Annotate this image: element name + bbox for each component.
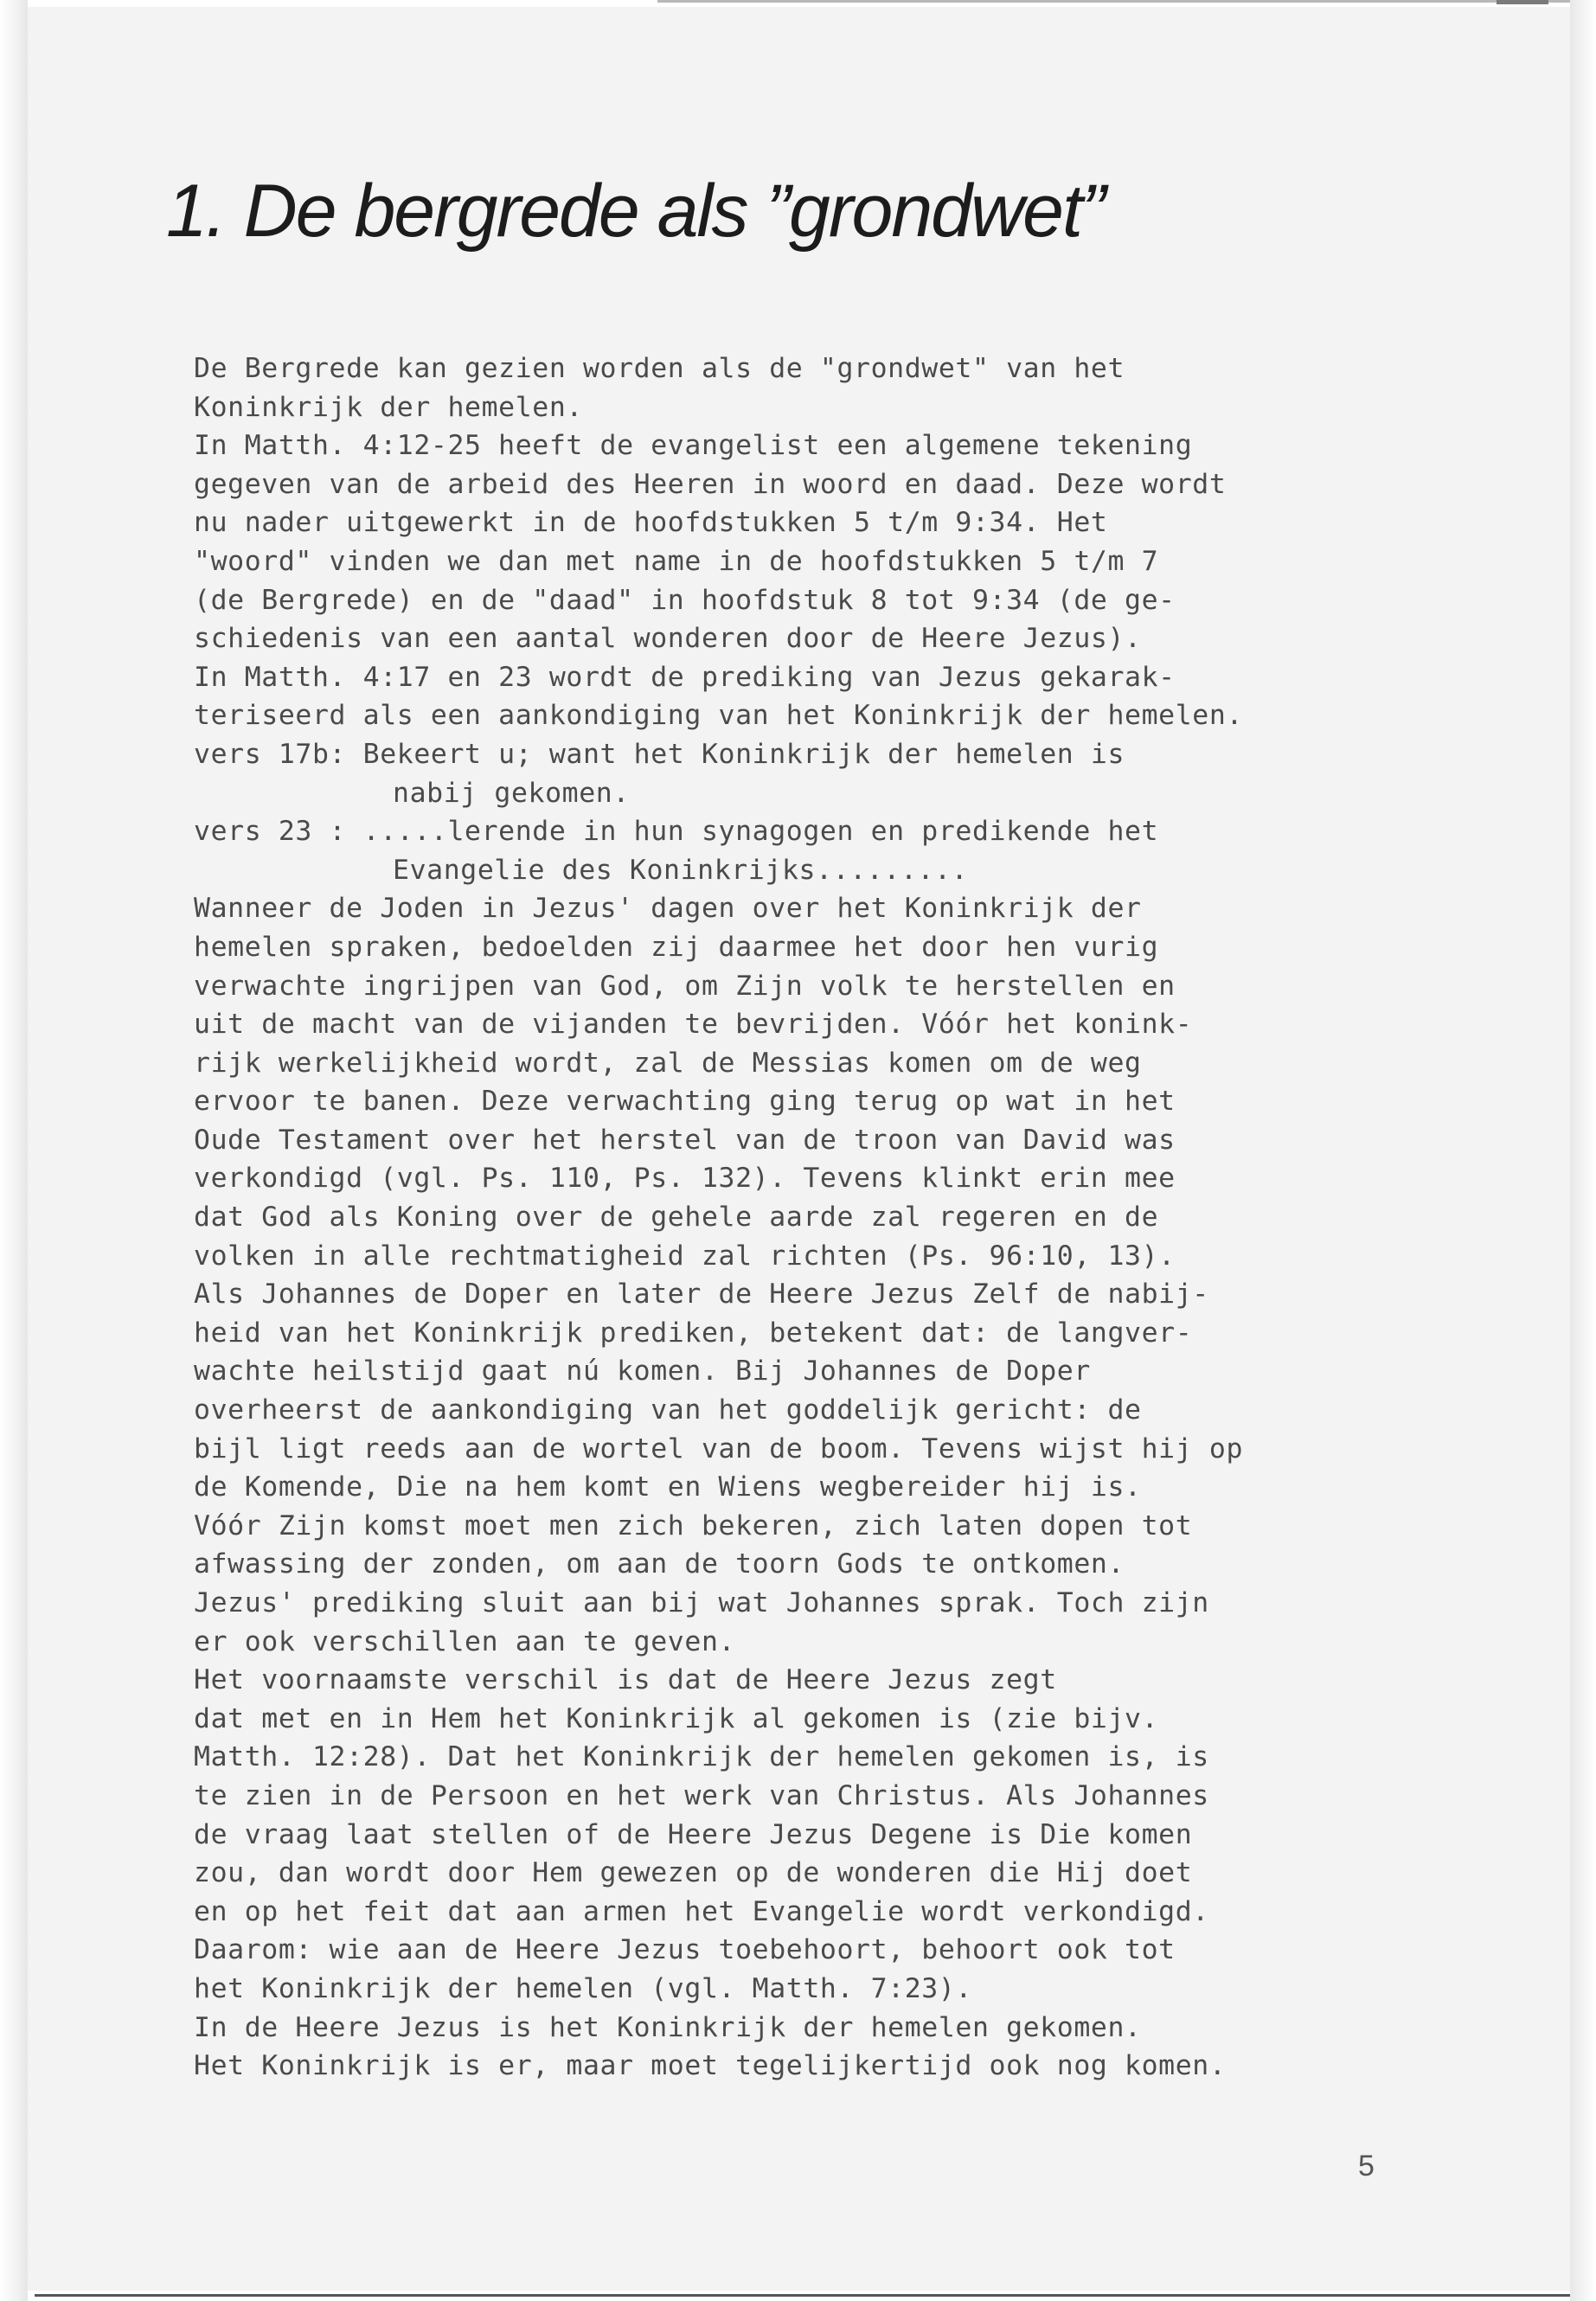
text-line: de vraag laat stellen of de Heere Jezus Degene is Die komen: [194, 1818, 1193, 1850]
text-line: overheerst de aankondiging van het goddelijk gericht: de: [194, 1394, 1142, 1426]
text-line: verkondigd (vgl. Ps. 110, Ps. 132). Tevens klinkt erin mee: [194, 1163, 1176, 1195]
text-line: (de Bergrede) en de "daad" in hoofdstuk 8 tot 9:34 (de ge-: [194, 584, 1176, 616]
bottom-rule: [35, 2294, 1570, 2297]
text-line: "woord" vinden we dan met name in de hoofdstukken 5 t/m 7: [194, 545, 1159, 577]
text-line: volken in alle rechtmatigheid zal richten (Ps. 96:10, 13).: [194, 1240, 1176, 1272]
text-line: Vóór Zijn komst moet men zich bekeren, zich laten dopen tot: [194, 1509, 1193, 1541]
text-line: verwachte ingrijpen van God, om Zijn volk te herstellen en: [194, 970, 1176, 1002]
text-line: Daarom: wie aan de Heere Jezus toebehoort, behoort ook tot: [194, 1934, 1176, 1966]
text-line: de Komende, Die na hem komt en Wiens wegbereider hij is.: [194, 1471, 1142, 1503]
text-line: wachte heilstijd gaat nú komen. Bij Johannes de Doper: [194, 1356, 1091, 1388]
text-line: In Matth. 4:12-25 heeft de evangelist een algemene tekening: [194, 430, 1193, 462]
text-line: er ook verschillen aan te geven.: [194, 1625, 736, 1657]
text-line: teriseerd als een aankondiging van het Koninkrijk der hemelen.: [194, 700, 1244, 732]
text-line: nabij gekomen.: [393, 777, 630, 809]
text-line: schiedenis van een aantal wonderen door de Heere Jezus).: [194, 623, 1142, 655]
text-line: dat God als Koning over de gehele aarde zal regeren en de: [194, 1202, 1159, 1234]
chapter-body: [194, 349, 1422, 2086]
text-line: vers 23 : .....lerende in hun synagogen en predikende het: [194, 816, 1159, 848]
text-line: Matth. 12:28). Dat het Koninkrijk der hemelen gekomen is, is: [194, 1741, 1209, 1773]
text-line: hemelen spraken, bedoelden zij daarmee het door hen vurig: [194, 931, 1159, 963]
top-rule: [657, 0, 1574, 3]
text-line: Het voornaamste verschil is dat de Heere Jezus zegt: [194, 1664, 1057, 1696]
text-line: uit de macht van de vijanden te bevrijden. Vóór het konink-: [194, 1009, 1193, 1041]
text-line: en op het feit dat aan armen het Evangelie wordt verkondigd.: [194, 1895, 1209, 1927]
text-line: rijk werkelijkheid wordt, zal de Messias komen om de weg: [194, 1047, 1142, 1079]
text-line: De Bergrede kan gezien worden als de "grondwet" van het: [194, 353, 1125, 384]
page-number: 5: [1358, 2150, 1375, 2182]
text-line: Evangelie des Koninkrijks.........: [393, 854, 969, 886]
right-page-edge: [1570, 0, 1596, 2301]
text-line: zou, dan wordt door Hem gewezen op de wonderen die Hij doet: [194, 1857, 1193, 1889]
text-line: Koninkrijk der hemelen.: [194, 391, 583, 423]
top-rule-mark: [1497, 0, 1548, 4]
text-line: het Koninkrijk der hemelen (vgl. Matth. 7:23).: [194, 1972, 972, 2004]
text-line: In de Heere Jezus is het Koninkrijk der hemelen gekomen.: [194, 2011, 1142, 2043]
text-line: bijl ligt reeds aan de wortel van de boom. Tevens wijst hij op: [194, 1433, 1244, 1465]
text-line: Oude Testament over het herstel van de troon van David was: [194, 1124, 1176, 1156]
text-line: dat met en in Hem het Koninkrijk al gekomen is (zie bijv.: [194, 1702, 1159, 1734]
chapter-heading: 1. De bergrede als ”grondwet”: [166, 170, 1105, 253]
text-line: ervoor te banen. Deze verwachting ging terug op wat in het: [194, 1086, 1176, 1118]
text-line: heid van het Koninkrijk prediken, betekent dat: de langver-: [194, 1317, 1193, 1349]
text-line: gegeven van de arbeid des Heeren in woord en daad. Deze wordt: [194, 468, 1227, 500]
text-line: afwassing der zonden, om aan de toorn Gods te ontkomen.: [194, 1548, 1125, 1580]
text-line: Jezus' prediking sluit aan bij wat Johannes sprak. Toch zijn: [194, 1587, 1209, 1618]
text-line: vers 17b: Bekeert u; want het Koninkrijk der hemelen is: [194, 738, 1125, 770]
text-line: Het Koninkrijk is er, maar moet tegelijkertijd ook nog komen.: [194, 2050, 1227, 2082]
text-line: nu nader uitgewerkt in de hoofdstukken 5 t/m 9:34. Het: [194, 507, 1108, 539]
text-line: te zien in de Persoon en het werk van Christus. Als Johannes: [194, 1779, 1209, 1811]
text-line: Wanneer de Joden in Jezus' dagen over het Koninkrijk der: [194, 893, 1142, 925]
text-line: In Matth. 4:17 en 23 wordt de prediking van Jezus gekarak-: [194, 661, 1176, 693]
text-line: Als Johannes de Doper en later de Heere Jezus Zelf de nabij-: [194, 1279, 1209, 1311]
scan-left-edge: [0, 0, 28, 2301]
